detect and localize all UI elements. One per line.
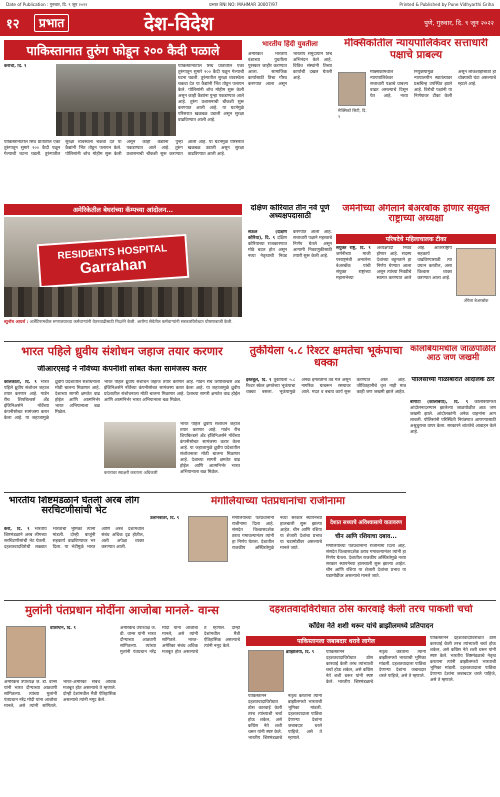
edition-date: पुणे, गुरुवार, दि. ९ जून २०२२	[424, 19, 494, 27]
divider-2	[4, 492, 406, 493]
korea-body-text: दक्षिण कोरियाच्या राजकारणात मोठे बदल होत असून नव्या नेतृत्वाची निवड करण्यात आली आहे. सत्ताधारी पक्षाने महत्त्वाचे निर्णय घेतले असून आगामी निवडणुकीसाठी तयारी सुरू केली आहे.	[248, 230, 332, 259]
ship-body-text: भारत पहिले ध्रुवीय संशोधन जहाज तयार करणार आहे. गार्डन रीच शिपबिल्डर्स अँड इंजिनिअर्सने नॉर्वेच्या कंपनीसोबत सामंजस्य करार केला आहे. या जहाजामुळे ध्रुवीय प्रदेशातील संशोधनाला मोठी चालना मिळणार आहे. देशाच्या सागरी क्षमतेत वाढ होईल आणि आत्मनिर्भर भारत अभियानाला बळ मिळेल.	[4, 380, 100, 421]
terror-body: पाकिस्तानने दहशतवादाविरोधात ठोस कारवाई केली तरच त्यांच्याशी चर्चा होऊ शकेल, असे काँग्रेस नेते शशी थरूर यांनी स्पष्ट केले. भारतीय शिष्टमंडळाचे नेतृत्व करताना त्यांनी ब्राझीलमध्ये भारताची भूमिका मांडली. दहशतवादाला पाठिंबा देणाऱ्या देशांना जबाबदार धरले पाहिजे, असे ते म्हणाले.	[326, 650, 426, 685]
mongolia-sub: चीन आणि रशियाचा दबाव...	[335, 534, 397, 540]
pak-dateline: कराची, दि. ९	[4, 64, 27, 69]
terror-body-c: पाकिस्तानने दहशतवादाविरोधात ठोस कारवाई केली तरच त्यांच्याशी चर्चा होऊ शकेल, असे काँग्रेस नेते शशी थरूर यांनी स्पष्ट केले. भारतीय शिष्टमंडळाचे नेतृत्व करताना त्यांनी ब्राझीलमध्ये भारताची भूमिका मांडली. दहशतवादाला पाठिंबा देणाऱ्या देशांना जबाबदार धरले पाहिजे, असे ते म्हणाले.	[430, 636, 496, 683]
divider-1	[4, 341, 496, 342]
residents-crowd	[4, 287, 242, 317]
turkey-dateline: इस्तंबूल, दि. ९	[246, 378, 272, 383]
mongolia-dateline: उलानबातर, दि. ९	[150, 516, 180, 521]
residents-bar: अमेरिकेतील बेघरांच्या कॅम्पच्या आंदोलन...	[4, 204, 242, 215]
pak-side-text: पाकिस्तानातील सिंध प्रांतातील एका तुरुंगातून सुमारे २०० कैदी पळून गेल्याची घटना घडली. तुरुंगातील सुरक्षा व्यवस्थेला चकवा देत या कैद्यांनी भिंत तोडून पलायन केले. पोलिसांनी शोध मोहीम सुरू केली असून काही कैद्यांना पुन्हा पकडण्यात आले आहे. तुरुंग प्रशासनाची चौकशी सुरू करण्यात आली आहे. या घटनेमुळे परिसरात खळबळ उडाली असून सुरक्षा वाढविण्यात आली आहे.	[178, 64, 244, 123]
ship-headline: भारत पहिले ध्रुवीय संशोधन जहाज तयार करणार	[21, 345, 223, 358]
pak-body: पाकिस्तानातील सिंध प्रांतातील एका तुरुंगातून सुमारे २०० कैदी पळून गेल्याची घटना घडली. तुरुंगातील सुरक्षा व्यवस्थेला चकवा देत या कैद्यांनी भिंत तोडून पलायन केले. पोलिसांनी शोध मोहीम सुरू केली असून काही कैद्यांना पुन्हा पकडण्यात आले आहे. तुरुंग प्रशासनाची चौकशी सुरू करण्यात आली आहे. या घटनेमुळे परिसरात खळबळ उडाली असून सुरक्षा वाढविण्यात आली आहे.	[4, 140, 244, 157]
germany-photo-caption: अँगेला बेअरबॉक	[463, 298, 489, 303]
topline-left: Date of Publication : गुरुवार, दि. ९ जून २०२२	[6, 2, 88, 7]
ship-body-2: भारत पहिले ध्रुवीय संशोधन जहाज तयार करणार आहे. गार्डन रीच शिपबिल्डर्स अँड इंजिनिअर्सने नॉर्वेच्या कंपनीसोबत सामंजस्य करार केला आहे. या जहाजामुळे ध्रुवीय प्रदेशातील संशोधनाला मोठी चालना मिळणार आहे. देशाच्या सागरी क्षमतेत वाढ होईल आणि आत्मनिर्भर भारत अभियानाला बळ मिळेल.	[104, 380, 240, 403]
colombia-body	[410, 400, 496, 572]
terror-subhead: काँग्रेस नेते शशी थरूर यांचे ब्राझीलमध्ये प्रतिपादन	[308, 622, 434, 630]
mexico-headline: मेक्सिकोतील न्यायपालिकेवर सत्ताधारी पक्षाचे प्राबल्य	[344, 38, 488, 61]
mexico-mugshot	[338, 72, 366, 106]
residents-banner-text: RESIDENTS HOSPITAL	[57, 243, 168, 262]
colombia-subhead: पोलिसांच्या गोळीबारात आंदोलक ठार	[411, 377, 495, 383]
ship-photo-caption: करारावर स्वाक्षरी करताना अधिकारी	[104, 470, 158, 475]
publication-info-line	[0, 0, 500, 9]
germany-box-title: परिषदेचे महिलाचालक टीका	[336, 234, 496, 244]
hindu-body: अमेरिकेत भारतीय वंशाच्या युवतीला पुरस्कार जाहीर करण्यात आला. सामाजिक कार्यासाठी तिचा गौरव करण्यात आला असून भारतीय समुदायाने तिचे अभिनंदन केले आहे. विविध संस्थांनी तिच्या कार्याची दखल घेतली आहे.	[248, 52, 332, 87]
turkey-headline: तुर्कीयेला ५.८ रिश्टर क्षमतेचा भूकंपाचा धक्का	[249, 345, 403, 370]
mexico-body: मेक्सिकोमधील न्यायपालिकेवर सत्ताधारी पक्षाचे प्राबल्य वाढत असल्याचे दिसून येत आहे. नव्या नियुक्त्यांमुळे न्यायालयीन स्वातंत्र्यावर प्रश्नचिन्ह उपस्थित झाले आहे. विरोधी पक्षांनी या निर्णयावर टीका केली असून लोकशाहीसाठी ही धोक्याची घंटा असल्याचे म्हटले आहे.	[370, 70, 496, 99]
modi-dateline: वॉशिंग्टन, दि. ९	[50, 626, 76, 631]
germany-dateline: संयुक्त राष्ट्रे, दि. ९	[336, 246, 371, 251]
ship-body	[4, 380, 100, 488]
pak-headline: पाकिस्तानात तुरुंग फोडून २०० कैदी पळाले	[4, 40, 242, 60]
shishtmandal-headline: भारतीय शिष्टमंडळाने घेतली अरब लीग सरचिटणीसांची भेट	[8, 496, 140, 517]
modi-body-a	[50, 626, 116, 678]
pak-photo	[56, 64, 176, 136]
ship-subhead: जीआरएसई ने नॉर्वेच्या कंपनीशी सोबत केला सामंजस्य करार	[37, 365, 207, 373]
modi-vance-photo	[6, 626, 46, 678]
germany-body-text: जर्मनीच्या माजी परराष्ट्रमंत्री अनालेना बेअरबॉक यांची संयुक्त राष्ट्रांच्या महासभेच्या अध्यक्षपदी निवड होणार आहे. सदस्य देशांच्या बहुमताने हा निर्णय घेण्यात आला असून त्यांच्या निवडीचे स्वागत करण्यात आले आहे. आंतरराष्ट्रीय सहकार्य वाढविण्यासाठी त्या प्रयत्न करतील, असा विश्वास व्यक्त करण्यात आला आहे.	[336, 246, 452, 281]
germany-photo	[456, 248, 496, 296]
korea-body	[248, 230, 332, 338]
residents-caption	[4, 319, 242, 337]
residents-caption-label: ब्युनॉस आयर्स :	[4, 319, 29, 324]
residents-caption-text: अर्जेंटिनामधील रुग्णालयाच्या कर्मचाऱ्यांनी वेतनवाढीसाठी निदर्शने केली. आरोग्य सेवेतील कर्मचाऱ्यांनी सरकारविरोधात घोषणाबाजी केली.	[29, 319, 233, 324]
residents-banner	[37, 234, 190, 288]
hindu-kicker: भारतीय हिंदी युवतीला	[262, 40, 318, 48]
topline-right: Printed & Published by Pune Vidhyarthi Griha	[399, 2, 494, 7]
korea-dateline: सेऊल (दक्षिण कोरिया), दि. ९	[248, 230, 287, 241]
terror-dateline: ब्राझिलिया, दि. ९	[286, 650, 315, 655]
shishtmandal-body-text: भारतीय शिष्टमंडळाने अरब लीगच्या सरचिटणीसांची भेट घेतली. दहशतवादविरोधी लढ्यात भारताची भूमिका त्यांनी मांडली. दोन्ही बाजूंनी सहकार्य वाढविण्यावर भर दिला. या भेटीमुळे भारत आणि अरब देशांमधील संबंध अधिक दृढ होतील, अशी अपेक्षा व्यक्त करण्यात आली.	[4, 527, 144, 550]
terror-body-a	[286, 650, 322, 692]
shishtmandal-dateline: कैरो, दि. ९	[4, 527, 30, 532]
terror-tharoor-photo	[248, 650, 284, 692]
germany-body	[336, 246, 452, 338]
topline-mid: प्रभात RNI NO: MAHMAR 30007/97	[209, 2, 278, 7]
section-title: देश-विदेश	[144, 12, 214, 35]
modi-body-b: अमेरिकेचे उपाध्यक्ष जे. डी. वान्स यांनी भारत दौऱ्याच्या आठवणी सांगितल्या. त्यांच्या मुलांनी पंतप्रधान नरेंद्र मोदी यांना आजोबा मानले, असे त्यांनी सांगितले. भारत-अमेरिका संबंध अधिक मजबूत होत असल्याचे ते म्हणाले. दोन्ही देशांमधील मैत्री ऐतिहासिक असल्याचे त्यांनी नमूद केले.	[4, 680, 116, 709]
modi-body: अमेरिकेचे उपाध्यक्ष जे. डी. वान्स यांनी भारत दौऱ्याच्या आठवणी सांगितल्या. त्यांच्या मुलांनी पंतप्रधान नरेंद्र मोदी यांना आजोबा मानले, असे त्यांनी सांगितले. भारत-अमेरिका संबंध अधिक मजबूत होत असल्याचे ते म्हणाले. दोन्ही देशांमधील मैत्री ऐतिहासिक असल्याचे त्यांनी नमूद केले.	[120, 626, 240, 655]
colombia-body-text: कोलंबियामध्ये आंदोलनादरम्यान झालेल्या जाळपोळीत आठ जण जखमी झाले. आंदोलकांनी अनेक वाहनांना आग लावली. पोलिसांनी परिस्थिती नियंत्रणात आणण्यासाठी अश्रुधुराचा वापर केला. सरकारने शांततेचे आवाहन केले आहे.	[410, 400, 496, 435]
colombia-headline: कोलंबियामधील जाळपोळीत आठ जण जखमी	[410, 345, 496, 364]
mongolia-body: मंगोलियाच्या पंतप्रधानांनी राजीनामा दिला आहे. संसदेत विश्वासदर्शक ठराव गमावल्यानंतर त्यांनी हा निर्णय घेतला. देशातील राजकीय अस्थिरतेमुळे नव्या सरकार स्थापनेच्या हालचाली सुरू झाल्या आहेत. चीन आणि रशिया या शेजारी देशांचा प्रभाव या घडामोडींवर असल्याचे मानले जाते.	[232, 516, 322, 551]
ship-body-3: भारत पहिले ध्रुवीय संशोधन जहाज तयार करणार आहे. गार्डन रीच शिपबिल्डर्स अँड इंजिनिअर्सने नॉर्वेच्या कंपनीसोबत सामंजस्य करार केला आहे. या जहाजामुळे ध्रुवीय प्रदेशातील संशोधनाला मोठी चालना मिळणार आहे. देशाच्या सागरी क्षमतेत वाढ होईल आणि आत्मनिर्भर भारत अभियानाला बळ मिळेल.	[180, 422, 240, 475]
germany-headline: जर्मनीच्या अँगेलाने बेअरबॉक होणार संयुक्त राष्ट्राच्या अध्यक्षा	[342, 204, 490, 225]
ship-photo	[104, 422, 176, 468]
terror-headline: दहशतवादविरोधात ठोस कारवाई केली तरच पाकशी चर्चा	[269, 604, 473, 615]
mongolia-pm-photo	[188, 516, 228, 562]
terror-body-b: पाकिस्तानने दहशतवादाविरोधात ठोस कारवाई केली तरच त्यांच्याशी चर्चा होऊ शकेल, असे काँग्रेस नेते शशी थरूर यांनी स्पष्ट केले. भारतीय शिष्टमंडळाचे नेतृत्व करताना त्यांनी ब्राझीलमध्ये भारताची भूमिका मांडली. दहशतवादाला पाठिंबा देणाऱ्या देशांना जबाबदार धरले पाहिजे, असे ते म्हणाले.	[248, 694, 322, 741]
mongolia-body-c: मंगोलियाच्या पंतप्रधानांनी राजीनामा दिला आहे. संसदेत विश्वासदर्शक ठराव गमावल्यानंतर त्यांनी हा निर्णय घेतला. देशातील राजकीय अस्थिरतेमुळे नव्या सरकार स्थापनेच्या हालचाली सुरू झाल्या आहेत. चीन आणि रशिया या शेजारी देशांचा प्रभाव या घडामोडींवर असल्याचे मानले जाते.	[326, 544, 406, 579]
mongolia-headline: मंगोलियाच्या पंतप्रधानांचा राजीनामा	[211, 496, 345, 507]
brand-logo	[34, 14, 104, 31]
turkey-body	[246, 378, 406, 488]
colombia-dateline: बोगोटा (कोलंबिया), दि. ९	[410, 400, 468, 405]
ship-dateline: कोलकाता, दि. ९	[4, 380, 37, 385]
residents-photo	[4, 217, 242, 317]
turkey-body-text: तुर्कीयेला ५.८ रिश्टर स्केल क्षमतेच्या भूकंपाचा धक्का बसला. भूकंपामुळे अनेक इमारतींना तडे गेले असून नागरिक घाबरून रस्त्यावर आले. मदत व बचाव कार्य सुरू करण्यात आले आहे. जीवितहानीचे वृत्त नाही मात्र काही जण जखमी झाले आहेत.	[246, 378, 406, 395]
divider-3	[4, 600, 496, 601]
page-number: १२	[6, 16, 20, 32]
mongolia-body-a	[150, 516, 186, 596]
residents-banner-text2: Garrahan	[79, 255, 148, 278]
pak-lead	[4, 64, 56, 136]
masthead	[0, 9, 500, 36]
pak-photo-crowd	[56, 112, 176, 136]
mexico-caption: मेक्सिको सिटी, दि. ९	[338, 108, 367, 119]
brand-name: प्रभात	[34, 14, 69, 32]
mongolia-box: देशात सध्याचे अविश्वासाचे वातावरण	[326, 516, 406, 530]
modi-headline: मुलांनी पंतप्रधान मोदींना आजोबा मानले- वान्स	[25, 604, 219, 617]
korea-headline: दक्षिण कोरियात तीन नवे पूर्ण अध्यक्षपदासाठी	[250, 204, 330, 221]
terror-box: पाकिस्तानला जबाबदार धरावे लागेल	[246, 636, 426, 646]
shishtmandal-body	[4, 527, 144, 595]
